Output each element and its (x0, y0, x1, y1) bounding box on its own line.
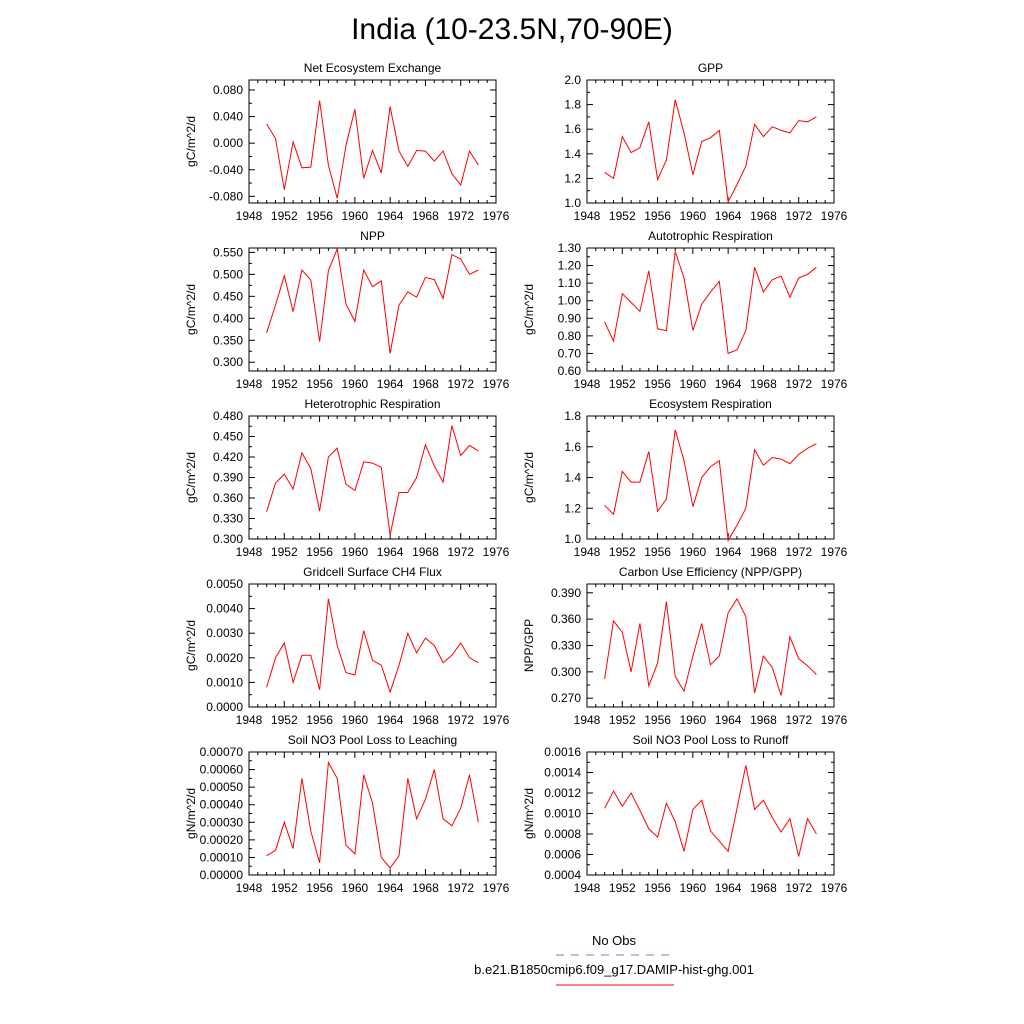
x-tick-label: 1964 (376, 881, 404, 895)
y-tick-label: -0.080 (208, 189, 243, 204)
x-tick-label: 1952 (270, 545, 298, 559)
y-tick-label: 1.4 (564, 146, 581, 161)
legend (474, 933, 754, 985)
panel-title: Heterotrophic Respiration (304, 397, 441, 411)
plot-frame (587, 80, 834, 203)
x-tick-label: 1972 (447, 713, 475, 727)
y-tick-label: 0.0010 (544, 806, 581, 821)
y-tick-label: 0.00050 (199, 780, 243, 795)
y-tick-label: 0.360 (212, 491, 243, 505)
y-tick-label: 0.0050 (206, 577, 243, 591)
y-tick-label: 0.360 (550, 612, 581, 627)
panel-title: Soil NO3 Pool Loss to Runoff (632, 733, 789, 747)
x-tick-label: 1968 (412, 377, 439, 391)
y-tick-label: 0.0004 (544, 868, 581, 882)
y-axis-label: gC/m^2/d (184, 284, 198, 335)
y-tick-label: 0.70 (557, 346, 581, 361)
series-line (605, 430, 817, 541)
series-line (267, 426, 479, 535)
x-tick-label: 1952 (608, 377, 636, 391)
x-tick-label: 1964 (714, 545, 742, 559)
panel-title: Carbon Use Efficiency (NPP/GPP) (618, 565, 803, 579)
x-tick-label: 1972 (447, 545, 475, 559)
chart-panel-5 (522, 397, 848, 559)
y-tick-label: 0.330 (212, 511, 243, 526)
plot-frame (587, 248, 834, 371)
x-tick-label: 1956 (644, 881, 671, 895)
x-tick-label: 1948 (235, 377, 263, 391)
x-tick-label: 1968 (412, 545, 439, 559)
legend-obs-label: No Obs (591, 933, 637, 948)
x-tick-label: 1956 (644, 209, 671, 223)
y-tick-label: 0.300 (550, 664, 581, 679)
x-tick-label: 1952 (608, 209, 636, 223)
series-line (267, 763, 479, 869)
y-tick-label: 1.2 (564, 171, 581, 186)
x-tick-label: 1956 (644, 713, 671, 727)
y-tick-label: 0.0030 (206, 626, 243, 641)
plot-frame (249, 752, 496, 875)
x-tick-label: 1960 (679, 881, 707, 895)
x-tick-label: 1972 (447, 209, 475, 223)
y-tick-label: 0.80 (557, 328, 581, 343)
x-tick-label: 1960 (679, 209, 707, 223)
x-tick-label: 1960 (341, 377, 369, 391)
series-line (605, 100, 817, 202)
page-title: India (10-23.5N,70-90E) (351, 13, 673, 46)
y-tick-label: 0.0010 (206, 675, 243, 690)
x-tick-label: 1964 (376, 209, 404, 223)
x-tick-label: 1972 (785, 881, 813, 895)
x-tick-label: 1976 (482, 545, 510, 559)
y-tick-label: 1.2 (564, 501, 581, 516)
y-tick-label: 0.000 (212, 136, 243, 151)
plot-frame (249, 80, 496, 203)
series-line (605, 252, 817, 354)
legend-model-label: b.e21.B1850cmip6.f09_g17.DAMIP-hist-ghg.001 (474, 962, 754, 977)
panel-title: Gridcell Surface CH4 Flux (303, 565, 442, 579)
y-tick-label: 1.4 (564, 470, 581, 485)
x-tick-label: 1948 (235, 881, 263, 895)
y-axis-label: gN/m^2/d (184, 788, 198, 839)
y-tick-label: 0.0008 (544, 827, 581, 841)
x-tick-label: 1972 (785, 713, 813, 727)
y-tick-label: 0.90 (557, 311, 581, 326)
x-tick-label: 1960 (341, 545, 369, 559)
x-tick-label: 1952 (270, 377, 298, 391)
y-tick-label: 0.350 (212, 333, 243, 348)
chart-panel-6 (184, 565, 510, 727)
x-tick-label: 1960 (679, 713, 707, 727)
chart-panel-8 (184, 733, 510, 895)
y-axis-label: gC/m^2/d (522, 452, 536, 503)
x-tick-label: 1948 (235, 713, 263, 727)
x-tick-label: 1960 (341, 713, 369, 727)
series-line (267, 249, 479, 354)
x-tick-label: 1976 (820, 209, 848, 223)
y-tick-label: 1.20 (557, 258, 581, 273)
x-tick-label: 1976 (820, 713, 848, 727)
y-tick-label: 0.00010 (199, 850, 243, 865)
y-axis-label: NPP/GPP (522, 618, 536, 673)
x-tick-label: 1948 (235, 545, 263, 559)
y-tick-label: 1.0 (564, 196, 581, 210)
x-tick-label: 1968 (750, 209, 777, 223)
x-tick-label: 1976 (820, 377, 848, 391)
chart-panel-7 (522, 565, 848, 727)
x-tick-label: 1964 (376, 545, 404, 559)
x-tick-label: 1964 (714, 881, 742, 895)
y-tick-label: 0.390 (212, 470, 243, 485)
x-tick-label: 1972 (447, 377, 475, 391)
series-line (267, 599, 479, 692)
y-tick-label: 0.00060 (199, 762, 243, 777)
x-tick-label: 1968 (750, 545, 777, 559)
y-tick-label: 1.8 (564, 409, 581, 423)
y-tick-label: 1.00 (557, 293, 581, 308)
x-tick-label: 1964 (714, 209, 742, 223)
y-tick-label: 0.0040 (206, 601, 243, 616)
x-tick-label: 1968 (750, 377, 777, 391)
x-tick-label: 1948 (235, 209, 263, 223)
y-tick-label: 0.00030 (199, 815, 243, 830)
y-tick-label: 1.6 (564, 439, 581, 454)
y-axis-label: gC/m^2/d (184, 452, 198, 503)
y-tick-label: 0.450 (212, 289, 243, 304)
x-tick-label: 1948 (573, 881, 601, 895)
x-tick-label: 1956 (306, 713, 333, 727)
series-line (267, 101, 479, 199)
y-tick-label: 0.0016 (544, 745, 581, 759)
plot-frame (587, 752, 834, 875)
y-tick-label: 0.400 (212, 311, 243, 326)
chart-panel-9 (522, 733, 848, 895)
y-tick-label: 0.0000 (206, 700, 243, 714)
plot-frame (587, 584, 834, 707)
x-tick-label: 1976 (820, 881, 848, 895)
y-tick-label: 0.300 (212, 355, 243, 370)
y-axis-label: gC/m^2/d (184, 116, 198, 167)
y-tick-label: 0.60 (557, 364, 581, 378)
x-tick-label: 1952 (270, 713, 298, 727)
y-tick-label: 0.270 (550, 691, 581, 706)
chart-panel-3 (522, 229, 848, 391)
y-tick-label: 0.00070 (199, 745, 243, 759)
plot-frame (587, 416, 834, 539)
x-tick-label: 1976 (482, 713, 510, 727)
x-tick-label: 1976 (482, 377, 510, 391)
x-tick-label: 1964 (376, 713, 404, 727)
x-tick-label: 1956 (306, 377, 333, 391)
panel-title: Autotrophic Respiration (648, 229, 773, 243)
x-tick-label: 1956 (644, 545, 671, 559)
y-axis-label: gC/m^2/d (522, 284, 536, 335)
y-tick-label: 0.0006 (544, 847, 581, 862)
y-tick-label: 0.040 (212, 109, 243, 124)
chart-panel-2 (184, 229, 510, 391)
y-tick-label: 0.450 (212, 429, 243, 444)
y-tick-label: 0.080 (212, 82, 243, 97)
x-tick-label: 1960 (679, 545, 707, 559)
y-tick-label: 0.00000 (199, 868, 243, 882)
x-tick-label: 1968 (412, 881, 439, 895)
panel-title: Ecosystem Respiration (649, 397, 772, 411)
series-line (605, 599, 817, 696)
y-tick-label: 0.500 (212, 267, 243, 282)
x-tick-label: 1952 (608, 881, 636, 895)
y-tick-label: 1.30 (557, 241, 581, 255)
x-tick-label: 1956 (306, 209, 333, 223)
y-tick-label: 0.0012 (544, 786, 581, 800)
x-tick-label: 1956 (644, 377, 671, 391)
x-tick-label: 1952 (270, 881, 298, 895)
y-tick-label: 0.390 (550, 585, 581, 600)
y-tick-label: 0.420 (212, 450, 243, 464)
x-tick-label: 1960 (679, 377, 707, 391)
x-tick-label: 1952 (608, 545, 636, 559)
y-axis-label: gC/m^2/d (184, 620, 198, 671)
y-tick-label: 1.10 (557, 276, 581, 291)
x-tick-label: 1968 (412, 209, 439, 223)
y-tick-label: 1.8 (564, 97, 581, 112)
x-tick-label: 1972 (447, 881, 475, 895)
x-tick-label: 1948 (573, 545, 601, 559)
x-tick-label: 1952 (608, 713, 636, 727)
x-tick-label: 1960 (341, 209, 369, 223)
y-tick-label: 0.480 (212, 409, 243, 423)
x-tick-label: 1964 (714, 377, 742, 391)
x-tick-label: 1948 (573, 209, 601, 223)
y-tick-label: -0.040 (208, 162, 243, 177)
panel-title: Soil NO3 Pool Loss to Leaching (287, 733, 458, 747)
x-tick-label: 1976 (820, 545, 848, 559)
x-tick-label: 1952 (270, 209, 298, 223)
y-tick-label: 0.00040 (199, 797, 243, 812)
y-tick-label: 0.550 (212, 245, 243, 260)
x-tick-label: 1956 (306, 881, 333, 895)
x-tick-label: 1960 (341, 881, 369, 895)
x-tick-label: 1964 (714, 713, 742, 727)
panel-title: NPP (360, 229, 385, 243)
x-tick-label: 1972 (785, 209, 813, 223)
x-tick-label: 1972 (785, 545, 813, 559)
panel-title: Net Ecosystem Exchange (303, 61, 442, 75)
chart-panel-4 (184, 397, 510, 559)
y-tick-label: 0.300 (212, 532, 243, 546)
y-tick-label: 2.0 (564, 73, 581, 87)
y-tick-label: 0.0014 (544, 765, 581, 780)
y-axis-label: gN/m^2/d (522, 788, 536, 839)
x-tick-label: 1976 (482, 881, 510, 895)
x-tick-label: 1976 (482, 209, 510, 223)
x-tick-label: 1964 (376, 377, 404, 391)
x-tick-label: 1968 (750, 881, 777, 895)
series-line (605, 765, 817, 856)
x-tick-label: 1956 (306, 545, 333, 559)
plot-frame (249, 248, 496, 371)
y-tick-label: 0.00020 (199, 832, 243, 847)
x-tick-label: 1948 (573, 713, 601, 727)
x-tick-label: 1948 (573, 377, 601, 391)
y-tick-label: 1.0 (564, 532, 581, 546)
panel-title: GPP (697, 61, 724, 75)
x-tick-label: 1972 (785, 377, 813, 391)
chart-panel-0 (184, 61, 510, 223)
chart-panel-1 (564, 61, 847, 223)
y-tick-label: 1.6 (564, 122, 581, 137)
x-tick-label: 1968 (412, 713, 439, 727)
x-tick-label: 1968 (750, 713, 777, 727)
y-tick-label: 0.330 (550, 638, 581, 653)
y-tick-label: 0.0020 (206, 650, 243, 665)
